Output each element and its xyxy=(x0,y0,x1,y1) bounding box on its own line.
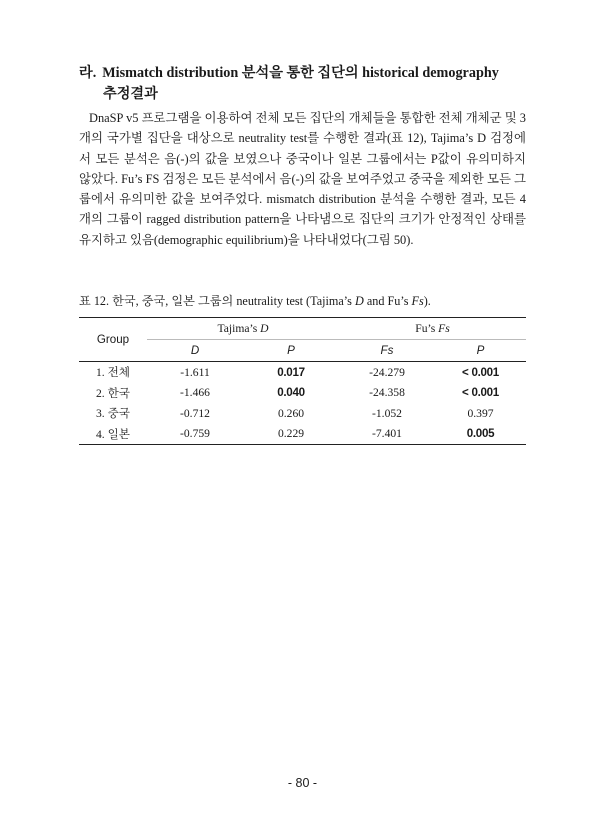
caption-fs: Fs xyxy=(411,294,424,308)
caption-d: D xyxy=(354,294,364,308)
sub-header-fs: Fs xyxy=(339,340,435,362)
section-title-line1: Mismatch distribution 분석을 통한 집단의 historical demography xyxy=(102,65,499,81)
p1-cell: 0.229 xyxy=(243,424,339,445)
p1-cell: 0.260 xyxy=(277,406,305,420)
fs-cell: -1.052 xyxy=(372,406,402,420)
group-cell: 2. 한국 xyxy=(96,386,130,400)
section-number: 라. xyxy=(79,65,97,81)
p2-cell: 0.005 xyxy=(435,424,526,445)
fs-cell: -24.358 xyxy=(369,386,405,400)
section-heading xyxy=(79,63,529,105)
body-paragraph: DnaSP v5 프로그램을 이용하여 전체 모든 집단의 개체들을 통합한 전체 개체군 및 3개의 국가별 집단을 대상으로 neutrality test를 수행한 결과(표 12), Tajima’s D 검정에서 모든 분석은 음(-)의 값을 보였으나 중국이나 일본 그룹에서는 P값이 유의미하지 않았다. Fu’s FS 검정은 모든 분석에서 음(-)의 값을 보여주었고 중국을 제외한 모든 그룹에서 유의미한 값을 보여주었다. mismatch distribution 분석을 수행한 결과, 모든 4개의 그룹이 ragged distribution pattern을 나타냄으로 집단의 크기가 안정적인 상태를 유지하고 있음(demographic equilibrium)을 나타내었다(그림 50). xyxy=(79,111,526,247)
caption-mid: and Fu’s xyxy=(363,294,412,308)
table-row xyxy=(79,424,526,445)
p2-cell: 0.397 xyxy=(467,406,494,420)
group-cell: 1. 전체 xyxy=(96,366,130,380)
d-cell: -1.466 xyxy=(180,386,210,400)
neutrality-test-table xyxy=(79,317,526,445)
fs-cell: -24.279 xyxy=(369,365,405,379)
sub-header-d: D xyxy=(147,340,243,362)
group-cell: 3. 중국 xyxy=(96,407,130,421)
table-row xyxy=(79,362,526,383)
section-title-line2: 추정결과 xyxy=(103,86,158,102)
table-row xyxy=(79,383,526,404)
caption-prefix: 표 12. 한국, 중국, 일본 그룹의 neutrality test (Tajima’s xyxy=(79,294,355,308)
table-row xyxy=(79,403,526,424)
d-cell: -1.611 xyxy=(180,365,210,379)
p2-cell: < 0.001 xyxy=(462,386,499,400)
sub-header-p1: P xyxy=(243,340,339,362)
tajima-header: Tajima’s D xyxy=(147,318,339,340)
caption-suffix: ). xyxy=(423,294,431,308)
d-cell: -0.712 xyxy=(180,406,210,420)
fs-cell: -7.401 xyxy=(339,424,435,445)
p1-cell: 0.040 xyxy=(277,386,305,400)
table-caption xyxy=(79,293,529,309)
p1-cell: 0.017 xyxy=(277,365,305,379)
d-cell: -0.759 xyxy=(147,424,243,445)
group-header: Group xyxy=(79,318,147,362)
p2-cell: < 0.001 xyxy=(462,365,499,379)
sub-header-p2: P xyxy=(435,340,526,362)
fu-header: Fu’s Fs xyxy=(339,318,526,340)
group-cell: 4. 일본 xyxy=(79,424,147,445)
page-number: - 80 - xyxy=(287,776,318,790)
